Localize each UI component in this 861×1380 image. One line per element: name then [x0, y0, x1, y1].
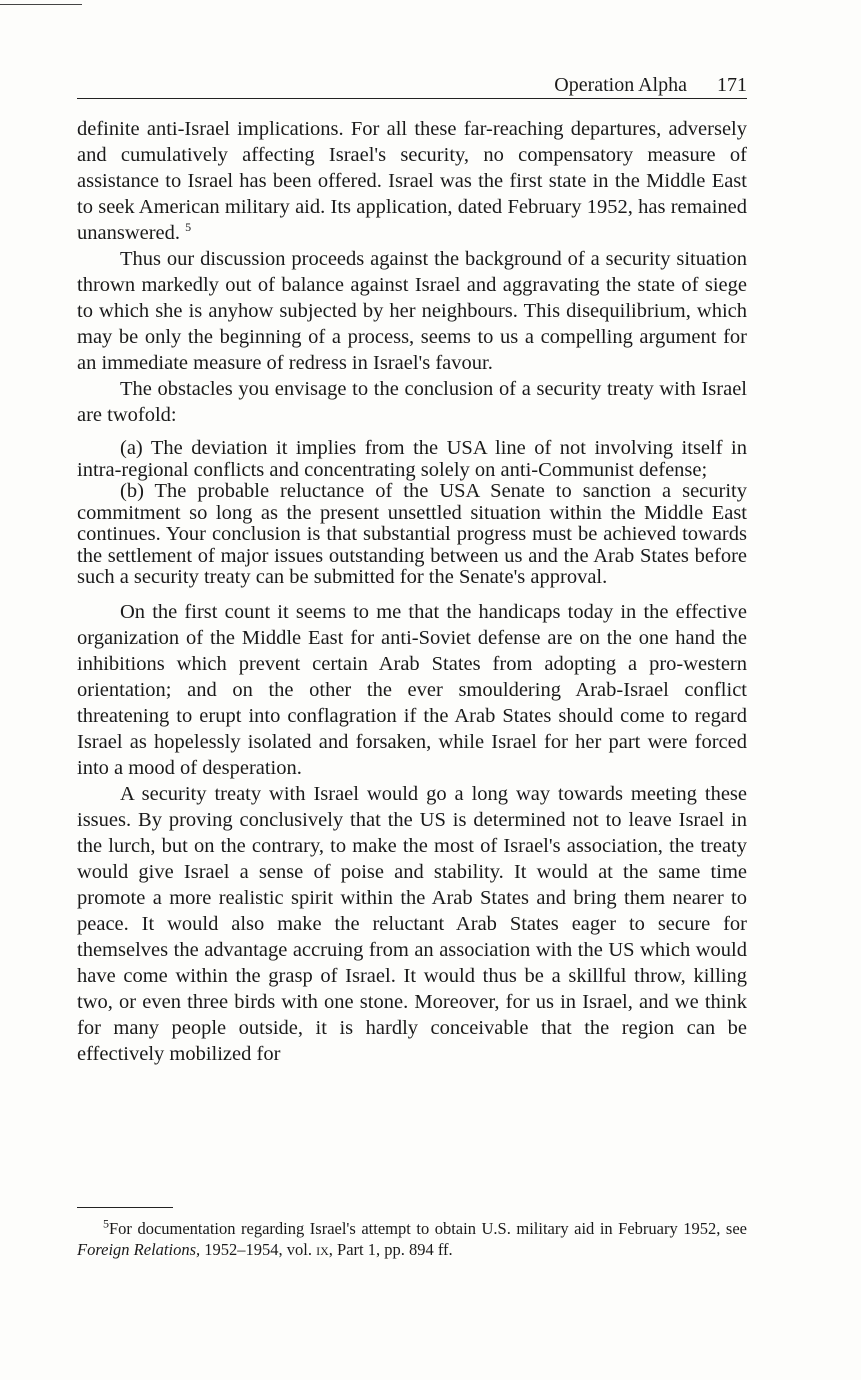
footnote-number: 5 — [103, 1216, 109, 1231]
footnote-ref: 5 — [185, 220, 192, 235]
footnote-source-title: Foreign Relations, — [77, 1240, 201, 1259]
item-b: (b) The probable reluctance of the USA Senate to sanction a security commitment so long as the present unsettled situation within the Middle East continues. Your conclusion is that substantial progress must be achieved towards the settlement of major issues outstanding between us and the Arab States before such a security treaty can be submitted for the Senate's approval. — [77, 480, 747, 588]
paragraph-4: On the first count it seems to me that the handicaps today in the effective organization of the Middle East for anti-Soviet defense are on the one hand the inhibitions which prevent certain Arab States from adopting a pro-western orientation; and on the other the ever smouldering Arab-Israel conflict threatening to erupt into conflagration if the Arab States should come to regard Israel as hopelessly isolated and forsaken, while Israel for her part were forced into a mood of desperation. — [77, 600, 747, 779]
running-head — [77, 70, 747, 99]
footnote — [77, 1218, 747, 1260]
page-number: 171 — [717, 74, 747, 96]
paragraph-2: Thus our discussion proceeds against the background of a security situation thrown markedly out of balance against Israel and aggravating the state of siege to which she is anyhow subjected by her neighbours. This disequilibrium, which may be only the beginning of a process, seems to us a compelling argument for an immediate measure of redress in Israel's favour. — [77, 248, 747, 374]
running-title: Operation Alpha — [554, 74, 687, 96]
quoted-block — [77, 438, 747, 589]
paragraph-1-text: definite anti-Israel implications. For all these far-reaching departures, adversely and cumulatively affecting Israel's security, no compensatory measure of assistance to Israel has been offered. Israel was the first state in the Middle East to seek American military aid. Its application, dated February 1952, has remained unanswered. — [77, 118, 747, 244]
paragraph-3: The obstacles you envisage to the conclusion of a security treaty with Israel are twofold: — [77, 378, 747, 426]
footnote-text — [77, 1218, 747, 1260]
paragraph-5: A security treaty with Israel would go a long way towards meeting these issues. By proving conclusively that the US is determined not to leave Israel in the lurch, but on the contrary, to make the most of Israel's association, the treaty would give Israel a sense of poise and stability. It would at the same time promote a more realistic spirit within the Arab States and bring them nearer to peace. It would also make the reluctant Arab States eager to secure for themselves the advantage accruing from an association with the US which would have come within the grasp of Israel. It would thus be a skillful throw, killing two, or even three birds with one stone. Moreover, for us in Israel, and we think for many people outside, it is hardly conceivable that the region can be effectively mobilized for — [77, 782, 747, 1065]
item-a: (a) The deviation it implies from the USA line of not involving itself in intra-regional conflicts and concentrating solely on anti-Communist defense; — [77, 437, 747, 481]
footnote-rule — [77, 1207, 173, 1208]
footnote-text-end: , Part 1, pp. 894 ff. — [328, 1240, 453, 1259]
body-text — [77, 116, 747, 1067]
footnote-text-before: For documentation regarding Israel's attempt to obtain U.S. military aid in February 1952, see — [109, 1219, 747, 1238]
corner-mark — [0, 4, 82, 5]
footnote-volume: ix — [316, 1240, 329, 1259]
paragraph-1 — [77, 116, 747, 246]
footnote-text-after: 1952–1954, vol. — [204, 1240, 312, 1259]
